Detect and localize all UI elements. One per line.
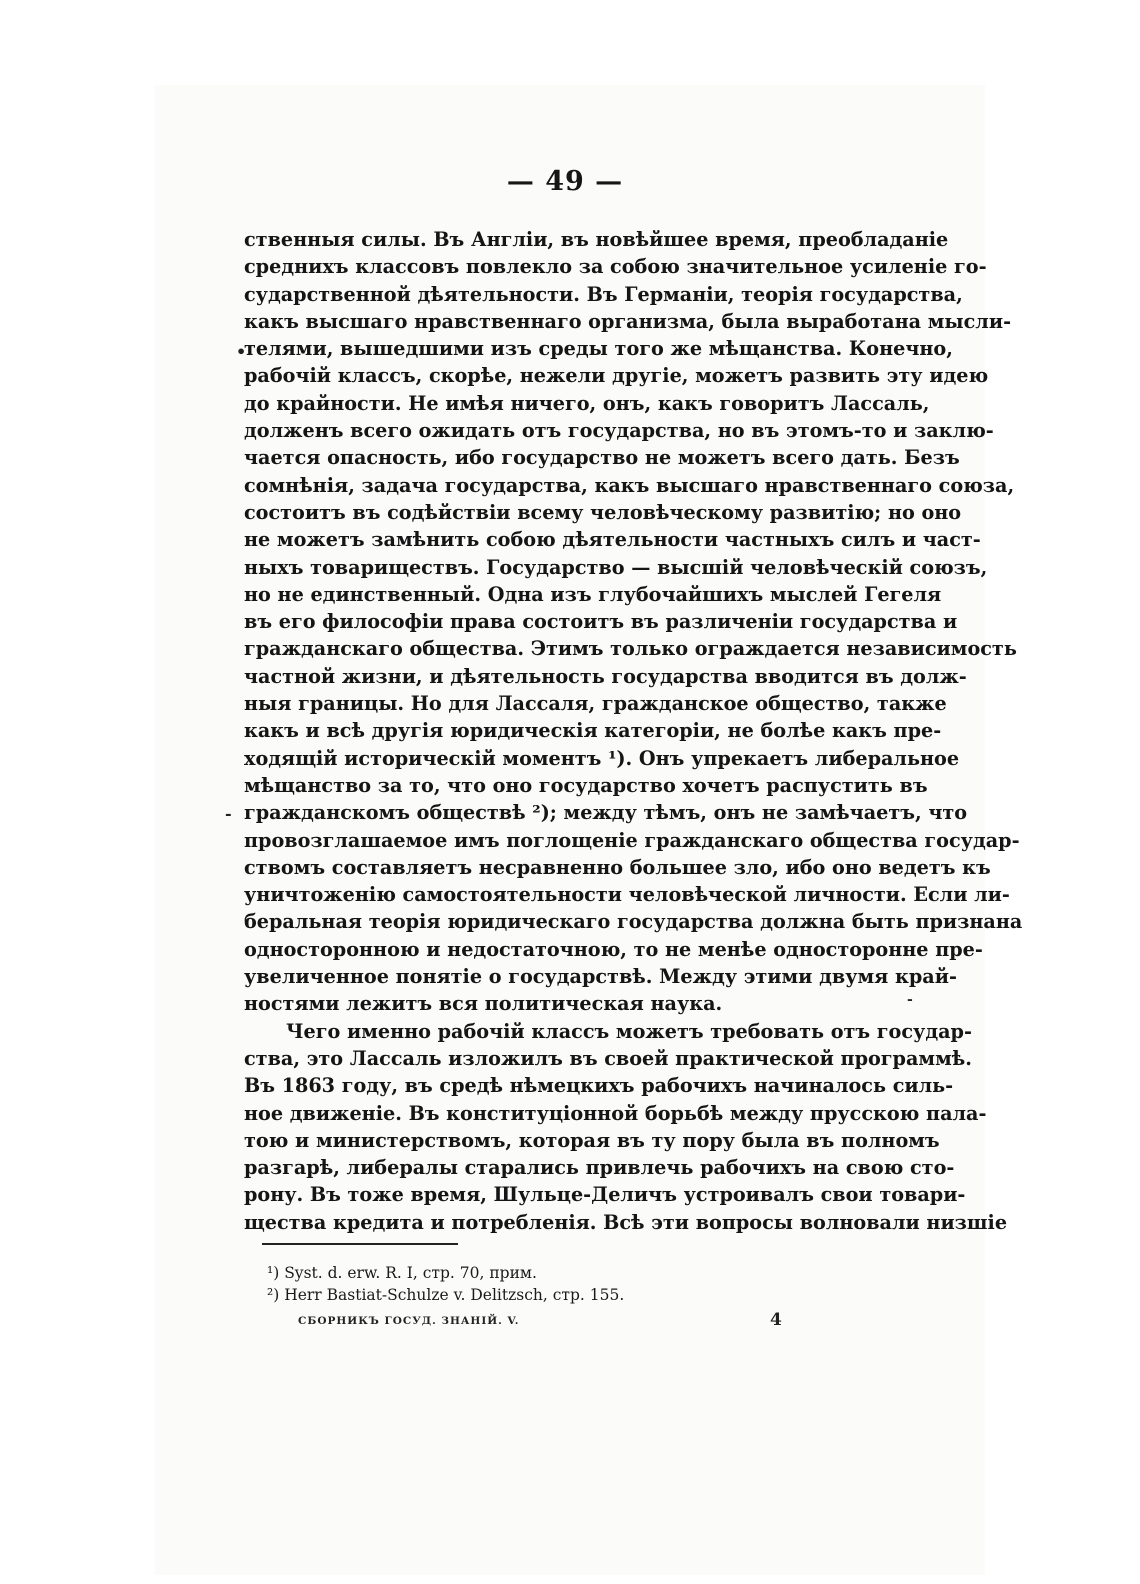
text-line: до крайности. Не имѣя ничего, онъ, какъ говоритъ Лассаль,: [244, 391, 930, 415]
text-line: сударственной дѣятельности. Въ Германіи, теорія государства,: [244, 282, 963, 306]
text-line: телями, вышедшими изъ среды того же мѣщанства. Конечно,: [244, 337, 953, 361]
text-line: увеличенное понятіе о государствѣ. Между этими двумя край-: [244, 965, 957, 989]
signature-number: 4: [770, 1310, 782, 1330]
text-line: въ его философіи права состоитъ въ различеніи государства и: [244, 610, 958, 634]
text-line: долженъ всего ожидать отъ государства, но въ этомъ-то и заклю-: [244, 419, 994, 443]
text-line: ностями лежитъ вся политическая наука.: [244, 992, 723, 1016]
text-line: не можетъ замѣнить собою дѣятельности частныхъ силъ и част-: [244, 528, 981, 552]
footnote-2: ²) Herr Bastiat-Schulze v. Delitzsch, стр. 155.: [267, 1286, 625, 1304]
text-line: ства, это Лассаль изложилъ въ своей практической программѣ.: [244, 1046, 972, 1070]
text-line: щества кредита и потребленія. Всѣ эти вопросы волновали низшіе: [244, 1210, 1008, 1234]
text-line: но не единственный. Одна изъ глубочайшихъ мыслей Гегеля: [244, 582, 942, 606]
text-line: беральная теорія юридическаго государства должна быть признана: [244, 910, 1023, 934]
margin-dash-mark-right: -: [907, 992, 913, 1008]
body-text: [244, 226, 1023, 1236]
text-line: рабочій классъ, скорѣе, нежели другіе, можетъ развить эту идею: [244, 364, 989, 388]
footnotes: [267, 1262, 624, 1306]
text-line: рону. Въ тоже время, Шульце-Деличъ устроивалъ свои товари-: [244, 1183, 966, 1207]
text-line: гражданскаго общества. Этимъ только ограждается независимость: [244, 637, 1017, 661]
text-line: сомнѣнія, задача государства, какъ высшаго нравственнаго союза,: [244, 473, 1015, 497]
text-line: Въ 1863 году, въ средѣ нѣмецкихъ рабочихъ начиналось силь-: [244, 1074, 954, 1098]
text-line: какъ высшаго нравственнаго организма, была выработана мысли-: [244, 309, 1012, 333]
text-line: уничтоженію самостоятельности человѣческой личности. Если ли-: [244, 883, 1010, 907]
footnote-1: ¹) Syst. d. erw. R. I, стр. 70, прим.: [267, 1264, 537, 1282]
text-line: ныхъ товариществъ. Государство — высшій человѣческій союзъ,: [244, 555, 988, 579]
text-line: какъ и всѣ другія юридическія категоріи, не болѣе какъ пре-: [244, 719, 942, 743]
margin-dash-mark: -: [225, 804, 232, 823]
text-line: гражданскомъ обществѣ ²); между тѣмъ, онъ не замѣчаетъ, что: [244, 801, 968, 825]
text-line: провозглашаемое имъ поглощеніе гражданскаго общества государ-: [244, 828, 1020, 852]
text-line: мѣщанство за то, что оно государство хочетъ распустить въ: [244, 773, 928, 797]
text-line: ственныя силы. Въ Англіи, въ новѣйшее время, преобладаніе: [244, 228, 949, 251]
text-line: ное движеніе. Въ конституціонной борьбѣ между прусскою пала-: [244, 1101, 987, 1125]
text-line: односторонною и недостаточною, то не менѣе односторонне пре-: [244, 937, 983, 961]
margin-dot-mark: •: [236, 342, 247, 361]
text-line: ствомъ составляетъ несравненно большее зло, ибо оно ведетъ къ: [244, 855, 991, 879]
text-line: ходящій историческій моментъ ¹). Онъ упрекаетъ либеральное: [244, 746, 960, 770]
signature-label: СБОРНИКЪ ГОСУД. ЗНАНІЙ. V.: [298, 1315, 520, 1327]
text-line: частной жизни, и дѣятельность государства вводится въ долж-: [244, 664, 967, 688]
text-line: чается опасность, ибо государство не можетъ всего дать. Безъ: [244, 446, 960, 470]
text-line: Чего именно рабочій классъ можетъ требовать отъ государ-: [286, 1019, 972, 1043]
text-line: тою и министерствомъ, которая въ ту пору была въ полномъ: [244, 1128, 940, 1152]
text-line: ныя границы. Но для Лассаля, гражданское общество, также: [244, 692, 947, 716]
text-line: состоитъ въ содѣйствіи всему человѣческому развитію; но оно: [244, 500, 962, 524]
page-number: — 49 —: [506, 166, 624, 197]
text-line: среднихъ классовъ повлекло за собою значительное усиленіе го-: [244, 255, 987, 279]
footnote-divider: [262, 1243, 458, 1245]
text-line: разгарѣ, либералы старались привлечь рабочихъ на свою сто-: [244, 1156, 955, 1180]
